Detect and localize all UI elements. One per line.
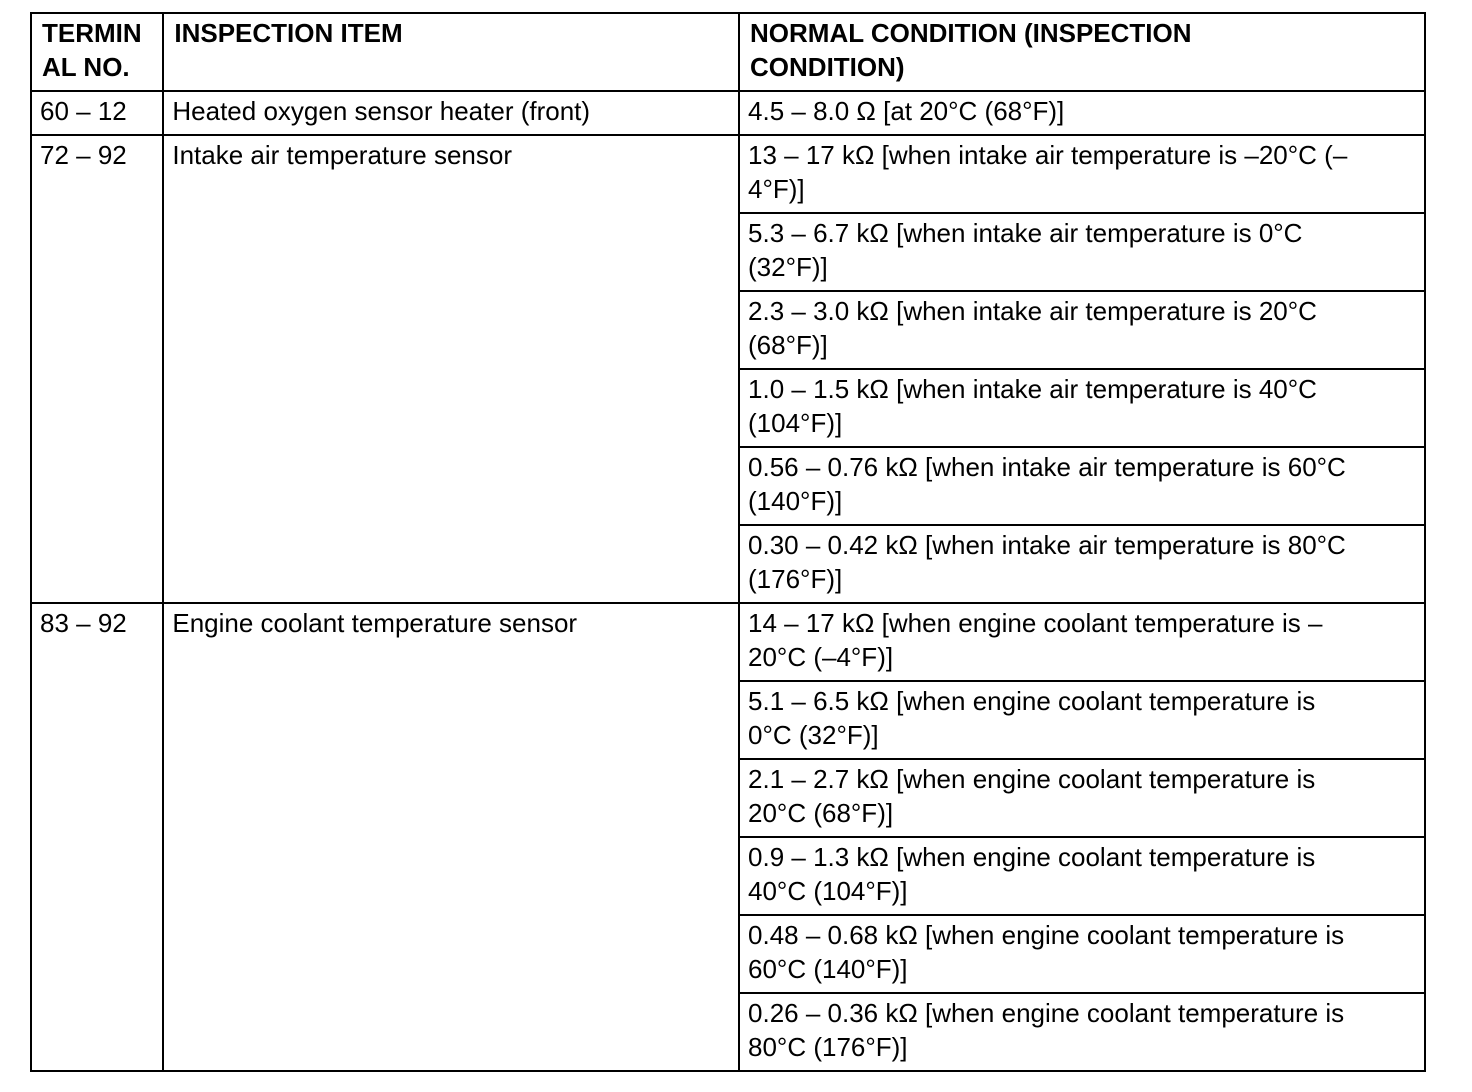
header-inspection-item: INSPECTION ITEM xyxy=(163,13,739,91)
condition-line: 0.48 – 0.68 kΩ [when engine coolant temperature is xyxy=(748,920,1345,950)
condition-line: 0.56 – 0.76 kΩ [when intake air temperature is 60°C xyxy=(748,452,1346,482)
condition-line: 2.3 – 3.0 kΩ [when intake air temperature is 20°C xyxy=(748,296,1317,326)
normal-condition xyxy=(740,448,1424,524)
terminal-no: 72 – 92 xyxy=(40,140,127,170)
condition-line: 2.1 – 2.7 kΩ [when engine coolant temperature is xyxy=(748,764,1316,794)
header-terminal-no xyxy=(31,13,163,91)
condition-line: (176°F)] xyxy=(748,564,843,594)
header-normal-condition xyxy=(739,13,1425,91)
condition-line: 5.3 – 6.7 kΩ [when intake air temperature is 0°C xyxy=(748,218,1303,248)
inspection-item: Intake air temperature sensor xyxy=(172,140,512,170)
normal-condition xyxy=(740,92,1424,134)
table-row xyxy=(31,603,1425,681)
normal-condition-cell xyxy=(739,759,1425,837)
table-row xyxy=(31,91,1425,135)
normal-condition-cell xyxy=(739,291,1425,369)
normal-condition xyxy=(740,292,1424,368)
normal-condition xyxy=(740,682,1424,758)
condition-line: 1.0 – 1.5 kΩ [when intake air temperature is 40°C xyxy=(748,374,1317,404)
condition-line: (104°F)] xyxy=(748,408,843,438)
condition-line: (140°F)] xyxy=(748,486,843,516)
normal-condition-cell xyxy=(739,525,1425,603)
condition-line: 60°C (140°F)] xyxy=(748,954,908,984)
table-row xyxy=(31,135,1425,213)
normal-condition-cell xyxy=(739,447,1425,525)
condition-line: 40°C (104°F)] xyxy=(748,876,908,906)
inspection-item: Engine coolant temperature sensor xyxy=(172,608,578,638)
normal-condition-cell xyxy=(739,213,1425,291)
header-condition-line2: CONDITION) xyxy=(750,52,905,82)
normal-condition-cell xyxy=(739,681,1425,759)
normal-condition-cell xyxy=(739,91,1425,135)
condition-line: (32°F)] xyxy=(748,252,828,282)
table-header-row xyxy=(31,13,1425,91)
normal-condition-cell xyxy=(739,837,1425,915)
condition-line: 5.1 – 6.5 kΩ [when engine coolant temperature is xyxy=(748,686,1316,716)
normal-condition xyxy=(740,994,1424,1070)
terminal-no: 60 – 12 xyxy=(40,96,127,126)
header-terminal-line1: TERMIN xyxy=(42,18,142,48)
condition-line: 80°C (176°F)] xyxy=(748,1032,908,1062)
header-terminal-line2: AL NO. xyxy=(42,52,130,82)
terminal-no-cell xyxy=(31,135,163,603)
normal-condition xyxy=(740,370,1424,446)
condition-line: 0.9 – 1.3 kΩ [when engine coolant temperature is xyxy=(748,842,1316,872)
condition-line: 14 – 17 kΩ [when engine coolant temperature is – xyxy=(748,608,1323,638)
inspection-item: Heated oxygen sensor heater (front) xyxy=(172,96,591,126)
table-body xyxy=(31,91,1425,1071)
normal-condition-cell xyxy=(739,135,1425,213)
condition-line: (68°F)] xyxy=(748,330,828,360)
normal-condition xyxy=(740,526,1424,602)
condition-line: 0.30 – 0.42 kΩ [when intake air temperature is 80°C xyxy=(748,530,1346,560)
condition-line: 20°C (68°F)] xyxy=(748,798,894,828)
condition-line: 0.26 – 0.36 kΩ [when engine coolant temperature is xyxy=(748,998,1345,1028)
condition-line: 4.5 – 8.0 Ω [at 20°C (68°F)] xyxy=(748,96,1065,126)
normal-condition-cell xyxy=(739,603,1425,681)
normal-condition xyxy=(740,838,1424,914)
inspection-item-cell xyxy=(163,135,739,603)
normal-condition xyxy=(740,604,1424,680)
inspection-table xyxy=(30,12,1426,1072)
terminal-no: 83 – 92 xyxy=(40,608,127,638)
terminal-no-cell xyxy=(31,91,163,135)
terminal-no-cell xyxy=(31,603,163,1071)
condition-line: 4°F)] xyxy=(748,174,805,204)
condition-line: 0°C (32°F)] xyxy=(748,720,879,750)
condition-line: 13 – 17 kΩ [when intake air temperature is –20°C (– xyxy=(748,140,1348,170)
inspection-item-cell xyxy=(163,603,739,1071)
inspection-item-cell xyxy=(163,91,739,135)
condition-line: 20°C (–4°F)] xyxy=(748,642,894,672)
normal-condition-cell xyxy=(739,993,1425,1071)
normal-condition-cell xyxy=(739,369,1425,447)
normal-condition xyxy=(740,760,1424,836)
normal-condition xyxy=(740,136,1424,212)
normal-condition xyxy=(740,214,1424,290)
normal-condition xyxy=(740,916,1424,992)
normal-condition-cell xyxy=(739,915,1425,993)
header-condition-line1: NORMAL CONDITION (INSPECTION xyxy=(750,18,1192,48)
